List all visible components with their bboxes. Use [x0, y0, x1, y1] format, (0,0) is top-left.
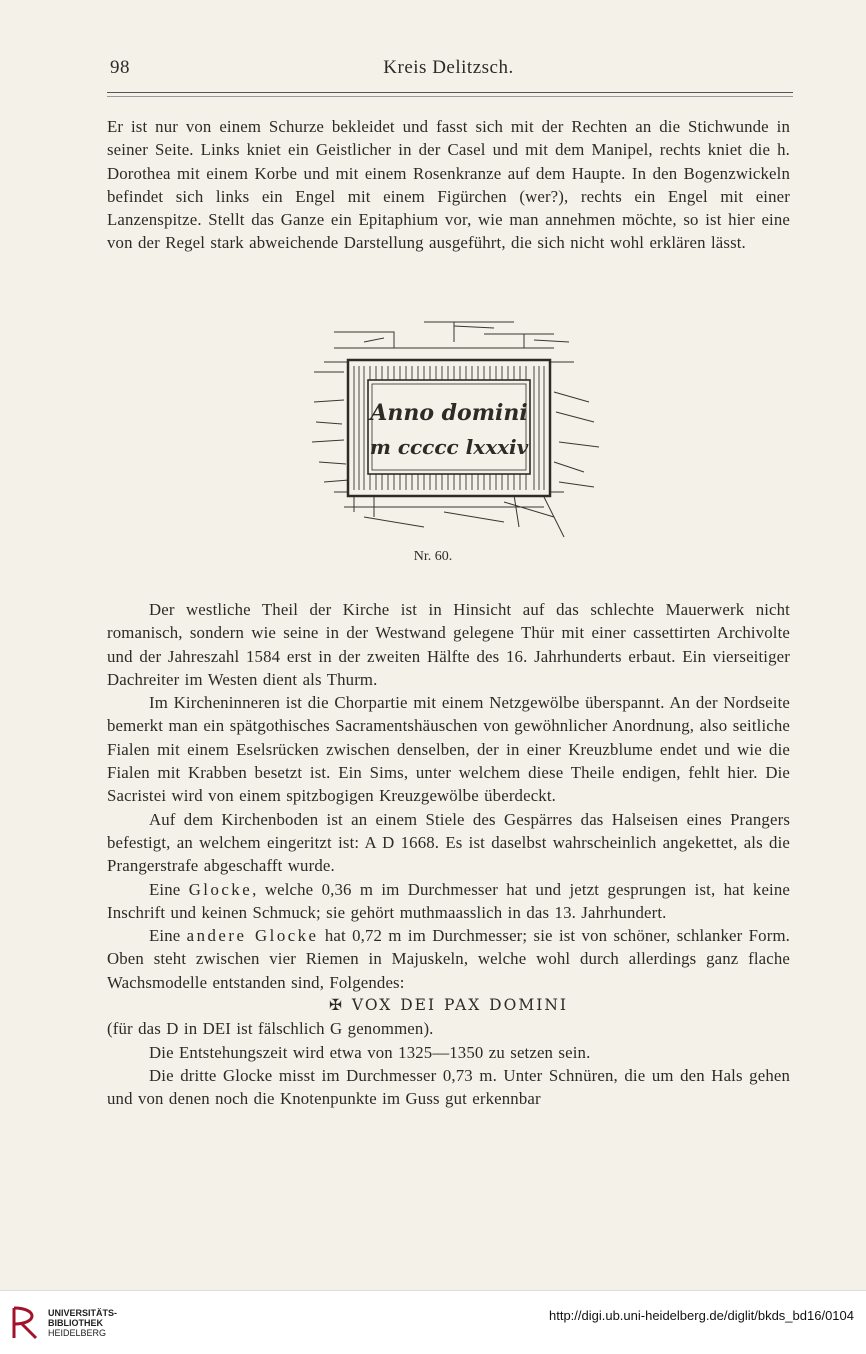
paragraph-bell-3: Die dritte Glocke misst im Durchmesser 0,73 m. Unter Schnüren, die um den Hals gehen und von denen noch die Knotenpunkte im Guss gut erkennbar	[107, 1065, 790, 1109]
library-name-line-2: BIBLIOTHEK	[48, 1318, 103, 1328]
bell-inscription: ✠ VOX DEI PAX DOMINI	[329, 996, 568, 1015]
inscription-line-1: Anno domini	[370, 400, 528, 426]
header-rule-secondary	[107, 96, 793, 97]
figure-inscription-stone	[304, 312, 604, 544]
paragraph-dating: Die Entstehungszeit wird etwa von 1325—1350 zu setzen sein.	[149, 1042, 591, 1062]
bell-2-term: andere Glocke	[186, 926, 319, 946]
page-number: 98	[110, 57, 130, 78]
paragraph-pranger: Auf dem Kirchenboden ist an einem Stiele des Gespärres das Halseisen eines Prangers befestigt, an welchem eingeritzt ist: A D 1668. Es ist daselbst wahrscheinlich angekettet, als die Prangerstrafe abgeschafft wurde.	[107, 809, 790, 876]
paragraph-note: (für das D in DEI ist fälschlich G genommen).	[107, 1019, 434, 1039]
running-title: Kreis Delitzsch.	[383, 57, 514, 78]
library-name-line-3: HEIDELBERG	[48, 1328, 107, 1338]
viewer-footer	[0, 1290, 866, 1354]
paragraph-bell-1	[107, 878, 790, 925]
paragraph-interior: Im Kircheninneren ist die Chorpartie mit einem Netzgewölbe überspannt. An der Nordseite bemerkt man ein spätgothisches Sacramentshäuschen von gewöhnlicher Anordnung, also seitliche Fialen mit einem Eselsrücken zwischen denselben, der in einer Kreuzblume endet und wie die Fialen mit Krabben besetzt ist. Ein Sims, unter welchem diese Theile endigen, fehlt hier. Die Sacristei wird von einem spitzbogigen Kreuzgewölbe überdeckt.	[107, 693, 790, 806]
bell-1-post: , welche 0,36 m im Durchmesser hat und jetzt gesprungen ist, hat keine Inschrift und keinen Schmuck; sie gehört muthmaasslich in das 13. Jahrhundert.	[107, 879, 790, 922]
running-header	[107, 57, 790, 87]
bell-1-term: Glocke	[188, 879, 253, 899]
paragraph-west-part: Der westliche Theil der Kirche ist in Hinsicht auf das schlechte Mauerwerk nicht romanisch, sondern wie seine in der Westwand gelegene Thür mit einer cassettirten Archivolte und der Jahreszahl 1584 erst in der zweiten Hälfte des 16. Jahrhunderts erbaut. Ein vierseitiger Dachreiter im Westen dient als Thurm.	[107, 600, 790, 689]
figure-caption: Nr. 60.	[413, 549, 453, 564]
top-text-block	[107, 115, 790, 255]
bell-2-post: hat 0,72 m im Durchmesser; sie ist von schöner, schlanker Form. Oben steht zwischen vier Riemen in Majuskeln, welche wohl durch allerdings ganz flache Wachsmodelle entstanden sind, Folgendes:	[107, 926, 790, 992]
bell-2-pre: Eine	[149, 926, 187, 946]
university-library-logo-icon[interactable]	[8, 1304, 42, 1342]
paragraph-bell-2	[107, 924, 790, 994]
library-name[interactable]	[48, 1308, 117, 1338]
main-text-block	[107, 598, 790, 1111]
paragraph-epitaph: Er ist nur von einem Schurze bekleidet und fasst sich mit der Rechten an die Stichwunde in seiner Seite. Links kniet ein Geistlicher in der Casel und mit dem Manipel, rechts kniet die h. Dorothea mit einem Korbe und mit einem Rosenkranze auf dem Haupte. In den Bogenzwickeln befindet sich links ein Engel mit einem Figürchen (wer?), rechts ein Engel mit einer Lanzenspitze. Stellt das Ganze ein Epitaphium vor, wie man annehmen möchte, so ist hier eine von der Regel stark abweichende Darstellung ausgeführt, die sich nicht wohl erklären lässt.	[107, 117, 790, 253]
inscription-line-2: m ccccc lxxxiv	[369, 435, 529, 459]
library-name-line-1: UNIVERSITÄTS-	[48, 1308, 118, 1318]
header-rule	[107, 92, 793, 93]
permalink-url[interactable]: http://digi.ub.uni-heidelberg.de/diglit/bkds_bd16/0104	[548, 1308, 854, 1323]
bell-1-pre: Eine	[149, 879, 189, 899]
